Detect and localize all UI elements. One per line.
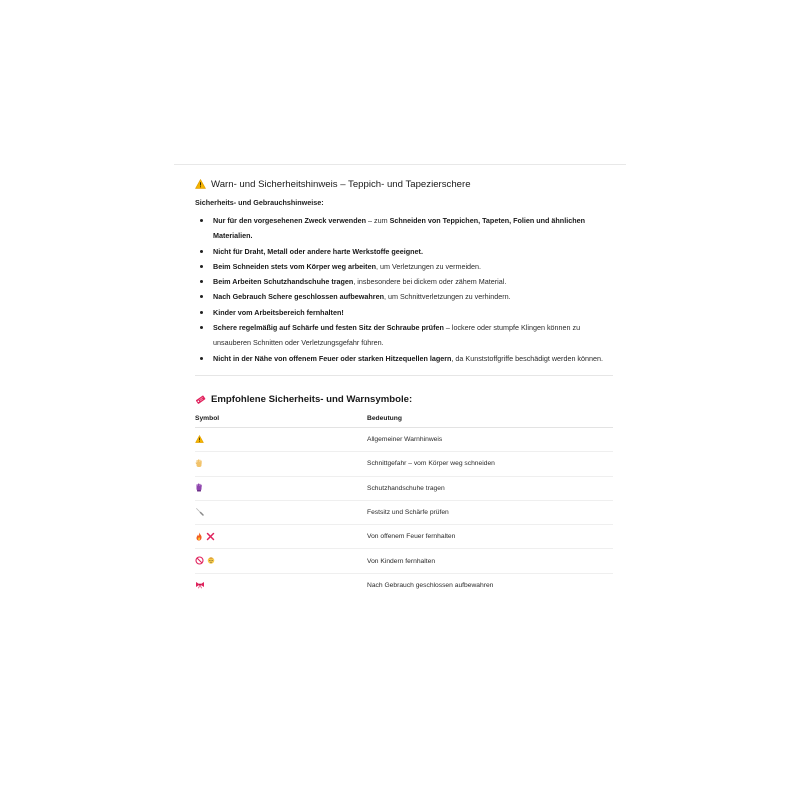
document-heading	[195, 176, 613, 192]
hand-icon	[195, 459, 203, 468]
ribbon-icon	[195, 581, 205, 589]
table-header-row	[195, 411, 613, 428]
table-row	[195, 549, 613, 573]
fire-icon	[195, 532, 203, 541]
warning-triangle-icon	[195, 179, 206, 190]
table-row	[195, 525, 613, 549]
list-item: Nicht in der Nähe von offenem Feuer oder starken Hitzequellen lagern, da Kunststoffgriffe beschädigt werden können.	[195, 351, 613, 366]
table-row	[195, 500, 613, 524]
top-divider	[174, 164, 626, 165]
document-title: Warn- und Sicherheitshinweis – Teppich- und Tapezierschere	[211, 178, 471, 190]
meaning-cell: Von Kindern fernhalten	[367, 549, 613, 573]
cross-mark-icon	[206, 532, 215, 541]
list-item: Beim Schneiden stets vom Körper weg arbeiten, um Verletzungen zu vermeiden.	[195, 259, 613, 274]
symbols-title: Empfohlene Sicherheits- und Warnsymbole:	[211, 394, 413, 406]
section-divider	[195, 375, 613, 376]
meaning-cell: Allgemeiner Warnhinweis	[367, 427, 613, 451]
safety-rules-list	[195, 213, 613, 366]
symbols-table	[195, 411, 613, 597]
meaning-cell: Nach Gebrauch geschlossen aufbewahren	[367, 581, 494, 589]
screwdriver-icon	[195, 507, 204, 516]
meaning-cell: Festsitz und Schärfe prüfen	[367, 500, 613, 524]
list-item: Schere regelmäßig auf Schärfe und festen Sitz der Schraube prüfen – lockere oder stumpfe Klingen können zu unsauberen Schnitten oder Verletzungsgefahr führen.	[195, 320, 613, 351]
table-row	[195, 452, 613, 476]
table-row	[195, 427, 613, 451]
table-row	[195, 476, 613, 500]
symbols-heading	[195, 393, 613, 407]
column-header-symbol: Symbol	[195, 411, 367, 428]
meaning-cell: Von offenem Feuer fernhalten	[367, 525, 613, 549]
warning-triangle-icon	[195, 435, 204, 443]
prohibited-icon	[195, 556, 204, 565]
list-item: Nicht für Draht, Metall oder andere harte Werkstoffe geeignet.	[195, 244, 613, 259]
glove-icon	[195, 483, 203, 492]
list-item: Kinder vom Arbeitsbereich fernhalten!	[195, 305, 613, 320]
document-subtitle: Sicherheits- und Gebrauchshinweise:	[195, 198, 324, 207]
list-item: Nach Gebrauch Schere geschlossen aufbewahren, um Schnittverletzungen zu verhindern.	[195, 289, 613, 304]
column-header-meaning: Bedeutung	[367, 411, 613, 428]
table-row	[195, 573, 613, 597]
meaning-cell: Schutzhandschuhe tragen	[367, 476, 613, 500]
list-item: Beim Arbeiten Schutzhandschuhe tragen, insbesondere bei dickem oder zähem Material.	[195, 274, 613, 289]
meaning-cell: Schnittgefahr – vom Körper weg schneiden	[367, 452, 613, 476]
label-tag-icon	[195, 394, 206, 405]
child-icon	[207, 556, 215, 565]
safety-document	[195, 174, 613, 597]
list-item: Nur für den vorgesehenen Zweck verwenden – zum Schneiden von Teppichen, Tapeten, Folien und ähnlichen Materialien.	[195, 213, 613, 244]
